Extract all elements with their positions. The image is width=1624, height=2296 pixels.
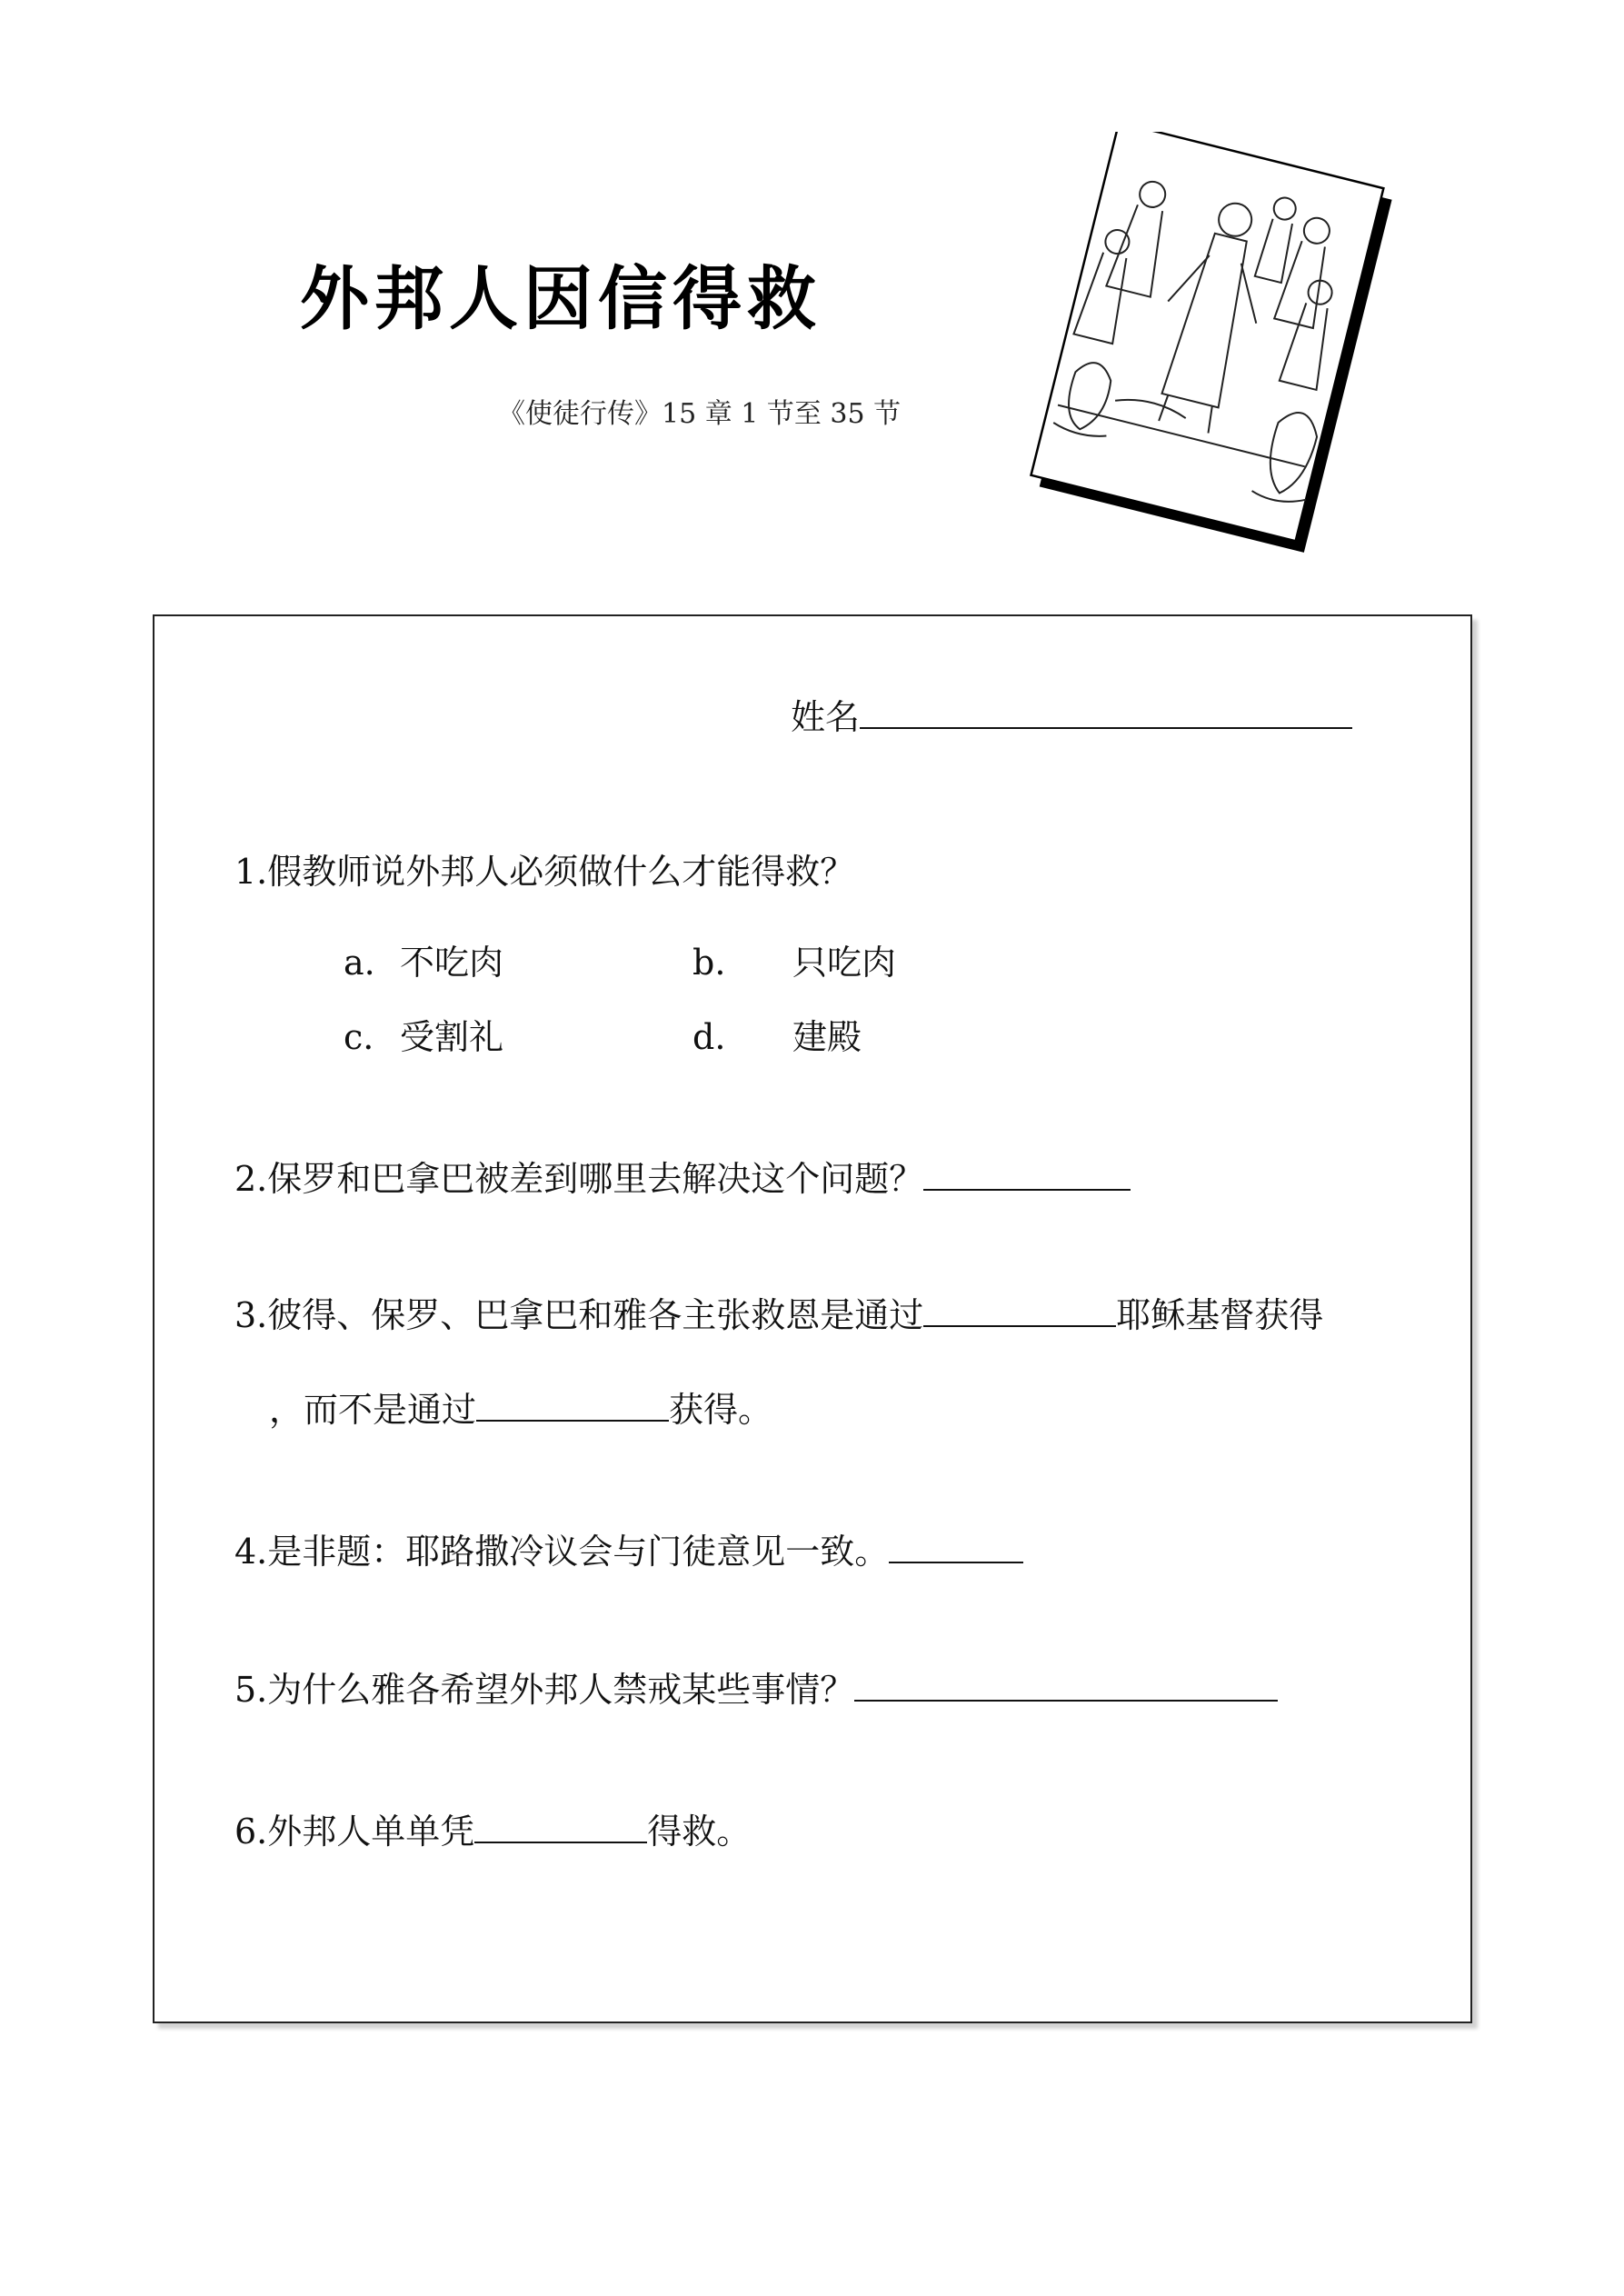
option-text: 受割礼 [400, 1017, 504, 1057]
question-text: 获得。 [669, 1390, 773, 1430]
question-5 [234, 1662, 1278, 1712]
question-number: 5. [234, 1670, 268, 1710]
option-d[interactable] [692, 1009, 862, 1059]
answer-blank[interactable] [854, 1669, 1278, 1702]
option-text: 只吃肉 [792, 943, 897, 983]
answer-blank[interactable] [923, 1158, 1131, 1191]
answer-blank[interactable] [474, 1811, 647, 1843]
question-text: ，而不是通过 [269, 1390, 477, 1430]
option-c[interactable] [344, 1009, 503, 1059]
question-3-line-2 [269, 1382, 772, 1432]
question-3-line-1 [234, 1287, 1323, 1337]
question-text: 彼得、保罗、巴拿巴和雅各主张救恩是通过 [267, 1295, 924, 1335]
name-blank[interactable] [860, 696, 1352, 729]
option-letter: b. [692, 943, 726, 983]
question-text: 为什么雅各希望外邦人禁戒某些事情？ [267, 1670, 855, 1710]
scripture-reference: 《使徒行传》15 章 1 节至 35 节 [498, 398, 902, 430]
option-letter: a. [344, 943, 375, 983]
worksheet-title: 外邦人因信得救 [300, 258, 822, 339]
question-number: 4. [234, 1532, 268, 1572]
question-text: 假教师说外邦人必须做什么才能得救？ [267, 852, 855, 892]
question-text: 是非题：耶路撒冷议会与门徒意见一致。 [267, 1532, 890, 1572]
option-letter: c. [344, 1017, 374, 1057]
question-text: 耶稣基督获得 [1116, 1295, 1324, 1335]
option-a[interactable] [344, 934, 503, 984]
option-text: 不吃肉 [400, 943, 504, 983]
name-row [791, 689, 1352, 739]
question-4 [234, 1523, 1023, 1573]
answer-blank[interactable] [923, 1294, 1116, 1327]
question-6 [234, 1803, 751, 1853]
question-1 [234, 844, 854, 893]
question-text: 得救。 [647, 1812, 752, 1852]
question-number: 6. [234, 1812, 268, 1852]
option-letter: d. [692, 1017, 726, 1057]
question-number: 2. [234, 1159, 268, 1199]
name-label: 姓名 [791, 697, 861, 737]
answer-blank[interactable] [889, 1531, 1023, 1563]
question-number: 3. [234, 1295, 268, 1335]
question-text: 外邦人单单凭 [267, 1812, 475, 1852]
worksheet-box [153, 614, 1472, 2023]
option-b[interactable] [692, 934, 896, 984]
question-number: 1. [234, 852, 268, 892]
story-illustration [1022, 132, 1404, 559]
question-text: 保罗和巴拿巴被差到哪里去解决这个问题？ [267, 1159, 924, 1199]
option-text: 建殿 [792, 1017, 862, 1057]
question-2 [234, 1151, 1131, 1201]
answer-blank[interactable] [476, 1389, 669, 1422]
